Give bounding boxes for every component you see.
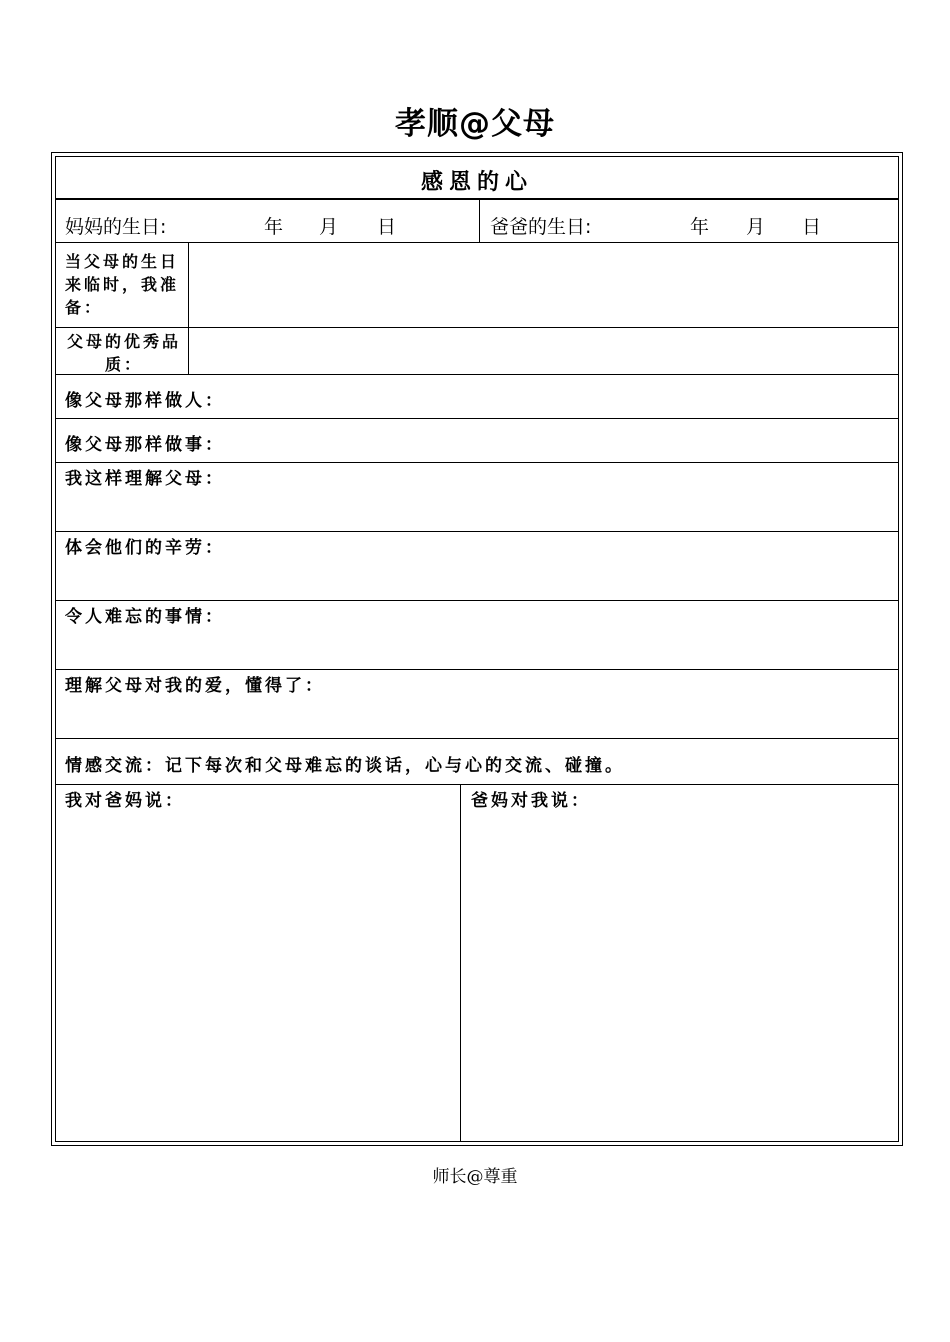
mom-birthday-day: 日 <box>377 216 397 238</box>
birthday-prep-label: 当父母的生日来临时，我准备： <box>65 252 180 317</box>
dad-birthday-year: 年 <box>690 216 710 238</box>
divider <box>460 784 461 1141</box>
mom-birthday-label: 妈妈的生日: <box>65 216 167 238</box>
form-frame <box>51 152 903 1146</box>
divider <box>56 462 898 463</box>
work-like-parents-label: 像父母那样做事： <box>65 435 225 455</box>
divider <box>56 600 898 601</box>
divider <box>56 242 898 243</box>
divider <box>56 374 898 375</box>
divider <box>56 198 898 200</box>
appreciate-hardship-label: 体会他们的辛劳： <box>65 538 225 558</box>
divider <box>56 418 898 419</box>
qualities-label: 父母的优秀品质： <box>66 332 181 374</box>
parents-to-me-label: 爸妈对我说： <box>471 791 591 811</box>
mom-birthday-year: 年 <box>264 216 284 238</box>
understand-parents-label: 我这样理解父母： <box>65 469 225 489</box>
behave-like-parents-label: 像父母那样做人： <box>65 391 225 411</box>
divider <box>188 242 189 374</box>
understand-love-label: 理解父母对我的爱，懂得了： <box>65 676 325 696</box>
mom-birthday-month: 月 <box>319 216 339 238</box>
exchange-heading: 情感交流：记下每次和父母难忘的谈话，心与心的交流、碰撞。 <box>65 756 625 776</box>
dad-birthday-day: 日 <box>802 216 822 238</box>
divider <box>56 531 898 532</box>
dad-birthday-month: 月 <box>746 216 766 238</box>
divider <box>56 738 898 739</box>
divider <box>56 327 898 328</box>
me-to-parents-label: 我对爸妈说： <box>65 791 185 811</box>
document-title: 孝顺@父母 <box>395 106 555 142</box>
form-table <box>55 156 899 1142</box>
divider <box>56 784 898 785</box>
section-title: 感恩的心 <box>420 170 533 195</box>
dad-birthday-label: 爸爸的生日: <box>490 216 592 238</box>
footer-text: 师长@尊重 <box>432 1167 518 1187</box>
divider <box>56 669 898 670</box>
divider <box>479 200 480 242</box>
memorable-events-label: 令人难忘的事情： <box>65 607 225 627</box>
